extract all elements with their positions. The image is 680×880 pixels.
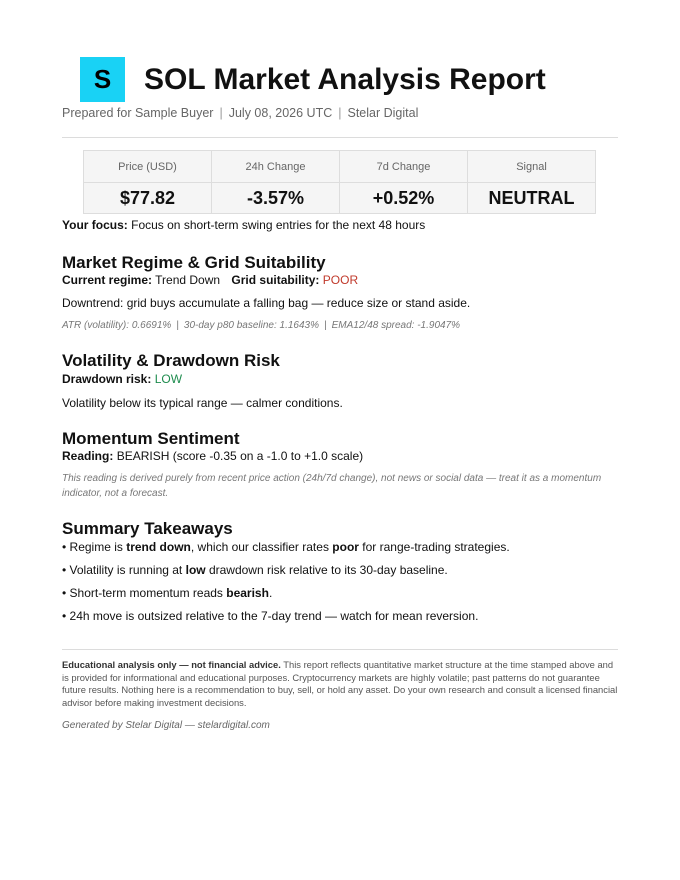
summary-item: • 24h move is outsized relative to the 7-day trend — watch for mean reversion. (62, 609, 479, 623)
drawdown-risk-label: Drawdown risk: (62, 372, 152, 386)
user-focus (62, 218, 425, 232)
summary-emphasis: bearish (226, 586, 269, 600)
separator: | (338, 106, 342, 120)
grid-suitability-label: Grid suitability: (231, 273, 320, 287)
metric-value-price: $77.82 (84, 183, 212, 214)
metric-header-7d: 7d Change (340, 151, 468, 183)
ema-spread-value: EMA12/48 spread: -1.9047% (331, 320, 461, 331)
metric-value-7d: +0.52% (340, 183, 468, 214)
summary-heading: Summary Takeaways (62, 519, 233, 538)
metric-header-signal: Signal (468, 151, 596, 183)
summary-text: • Volatility is running at (62, 563, 186, 577)
metrics-table (83, 150, 596, 214)
focus-text: Focus on short-term swing entries for the next 48 hours (131, 218, 426, 232)
divider (62, 649, 618, 650)
regime-description: Downtrend: grid buys accumulate a falling bag — reduce size or stand aside. (62, 296, 471, 310)
divider (62, 137, 618, 138)
focus-label: Your focus: (62, 218, 128, 232)
regime-heading: Market Regime & Grid Suitability (62, 253, 326, 272)
summary-emphasis: poor (332, 540, 359, 554)
summary-text: for range-trading strategies. (358, 540, 510, 554)
generated-by: Generated by Stelar Digital — stelardigital.com (62, 720, 270, 731)
current-regime-label: Current regime: (62, 273, 153, 287)
drawdown-risk (62, 372, 182, 386)
summary-emphasis: trend down (126, 540, 191, 554)
current-regime-value: Trend Down (155, 273, 221, 287)
momentum-heading: Momentum Sentiment (62, 429, 240, 448)
volatility-description: Volatility below its typical range — calmer conditions. (62, 396, 343, 410)
report-header (80, 57, 546, 102)
atr-value: ATR (volatility): 0.6691% (62, 320, 172, 331)
metrics-header-row (84, 151, 596, 183)
summary-text: , which our classifier rates (190, 540, 333, 554)
brand-logo: S (80, 57, 125, 102)
report-title: SOL Market Analysis Report (144, 62, 546, 96)
summary-text: • Short-term momentum reads (62, 586, 227, 600)
reading-label: Reading: (62, 449, 114, 463)
separator: | (324, 320, 327, 331)
grid-suitability-value: POOR (322, 273, 359, 287)
disclaimer-text: This report reflects quantitative market structure at the time stamped above and is provided for informational and educational purposes. Cryptocurrency markets are highly volatile; past patterns do not guarantee future results. Nothing here is a recommendation to buy, sell, or hold any asset. Do your own research and consult a licensed financial advisor before making investment decisions. (62, 659, 618, 708)
disclaimer-heading: Educational analysis only — not financial advice. (62, 659, 281, 670)
report-subtitle (62, 106, 418, 120)
regime-metrics (62, 320, 460, 331)
summary-item (62, 540, 510, 554)
regime-status (62, 273, 358, 287)
summary-text: • Regime is (62, 540, 127, 554)
metric-value-signal: NEUTRAL (468, 183, 596, 214)
summary-text: drawdown risk relative to its 30-day baseline. (205, 563, 448, 577)
disclaimer (62, 659, 618, 709)
metrics-value-row (84, 183, 596, 214)
metric-header-price: Price (USD) (84, 151, 212, 183)
volatility-heading: Volatility & Drawdown Risk (62, 351, 280, 370)
separator: | (219, 106, 223, 120)
brand-name: Stelar Digital (347, 106, 419, 120)
report-date: July 08, 2026 UTC (228, 106, 333, 120)
summary-item (62, 563, 448, 577)
prepared-for: Prepared for Sample Buyer (62, 106, 214, 120)
baseline-value: 30-day p80 baseline: 1.1643% (183, 320, 320, 331)
summary-emphasis: low (185, 563, 206, 577)
drawdown-risk-value: LOW (154, 372, 183, 386)
summary-text: . (268, 586, 273, 600)
metric-value-24h: -3.57% (212, 183, 340, 214)
momentum-note: This reading is derived purely from recent price action (24h/7d change), not news or social data — treat it as a momentum indicator, not a forecast. (62, 473, 602, 499)
reading-value: BEARISH (score -0.35 on a -1.0 to +1.0 scale) (116, 449, 364, 463)
momentum-reading (62, 449, 363, 463)
summary-item (62, 586, 272, 600)
separator: | (176, 320, 179, 331)
metric-header-24h: 24h Change (212, 151, 340, 183)
